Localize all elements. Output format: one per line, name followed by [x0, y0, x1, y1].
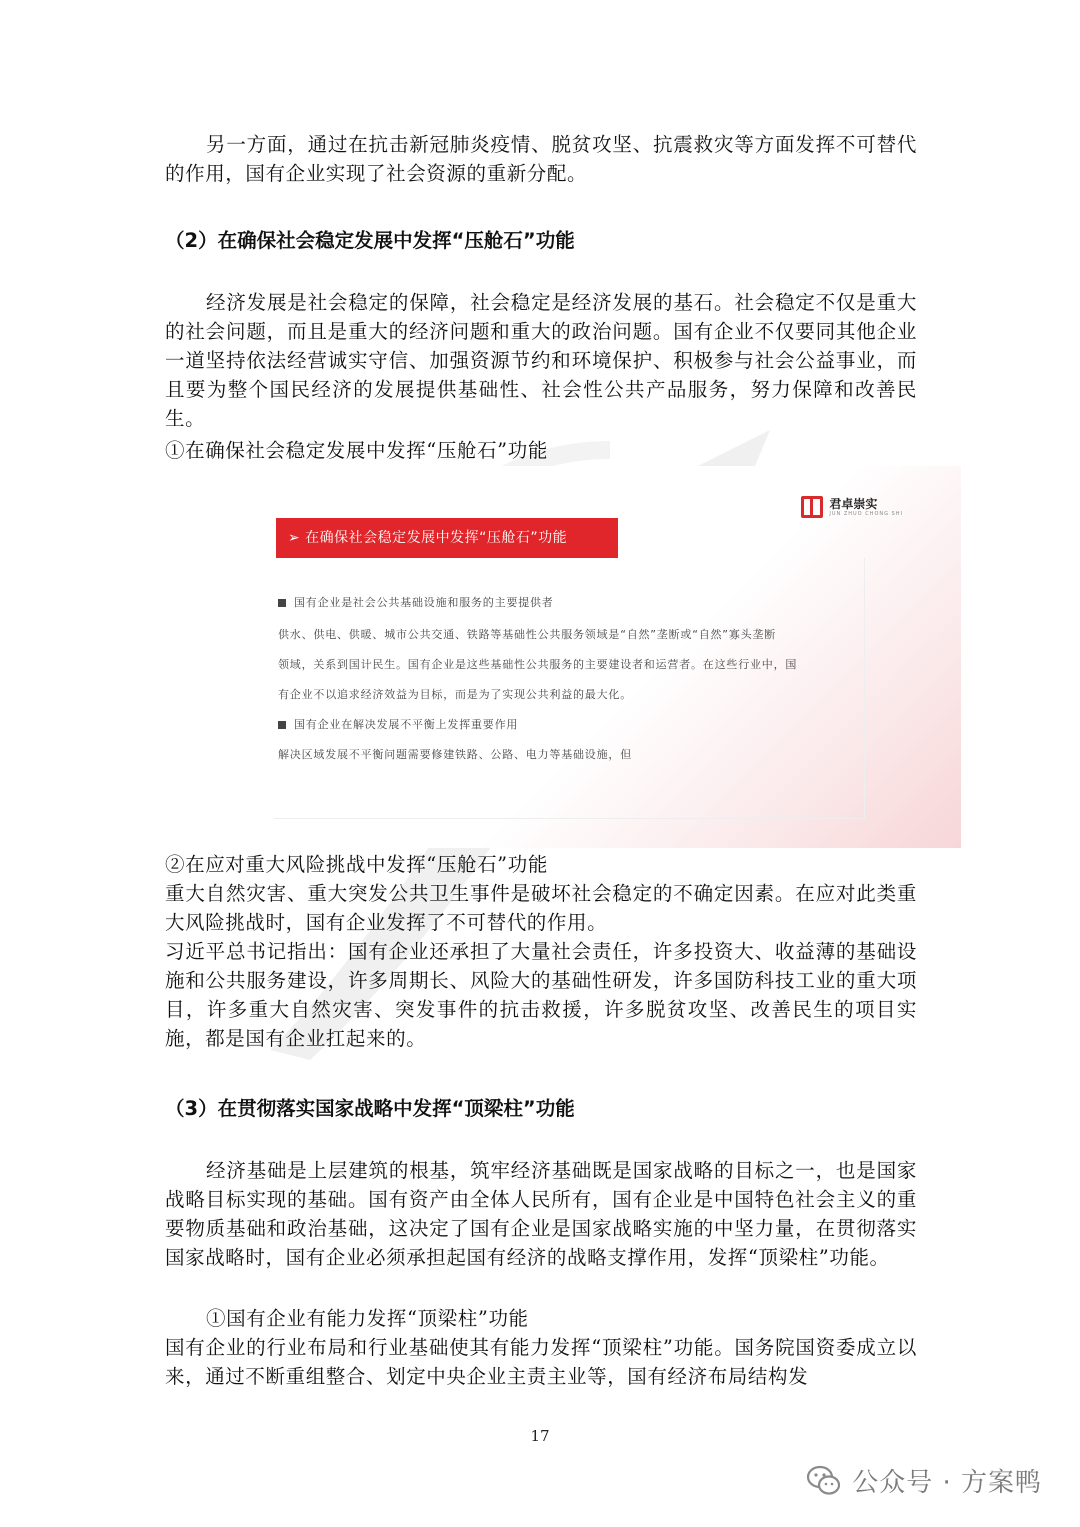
- subheading-1: ①在确保社会稳定发展中发挥“压舱石”功能: [165, 439, 548, 462]
- slide-title-bar: ➢ 在确保社会稳定发展中发挥“压舱石”功能: [276, 518, 618, 558]
- logo-subtext: JUN ZHUO CHONG SHI: [829, 510, 903, 517]
- paragraph-national-strategy: 经济基础是上层建筑的根基，筑牢经济基础既是国家战略的目标之一，也是国家战略目标实现的基础。国有资产由全体人民所有，国有企业是中国特色社会主义的重要物质基础和政治基础，这决定了国有企业是国家战略实施的中坚力量，在贯彻落实国家战略时，国有企业必须承担起国有经济的战略支撑作用，发挥“顶梁柱”功能。: [165, 1159, 917, 1269]
- embedded-slide-image: [266, 466, 961, 848]
- logo-mark-icon: [801, 496, 823, 518]
- paragraph-xi-quote: 习近平总书记指出：国有企业还承担了大量社会责任，许多投资大、收益薄的基础设施和公共服务建设，许多周期长、风险大的基础性研发，许多国防科技工业的重大项目，许多重大自然灾害、突发事件的抗击救援，许多脱贫攻坚、改善民生的项目实施，都是国有企业扛起来的。: [165, 940, 917, 1050]
- footer-text: 公众号 · 方案鸭: [852, 1468, 1042, 1498]
- paragraph-social-stability: 经济发展是社会稳定的保障，社会稳定是经济发展的基石。社会稳定不仅是重大的社会问题，而且是重大的经济问题和重大的政治问题。国有企业不仅要同其他企业一道坚持依法经营诚实守信、加强资源节约和环境保护、积极参与社会公益事业，而且要为整个国民经济的发展提供基础性、社会性公共产品服务，努力保障和改善民生。: [165, 291, 917, 430]
- slide-text-line: 供水、供电、供暖、城市公共交通、铁路等基础性公共服务领域是“自然”垄断或“自然”寡头垄断: [278, 628, 776, 641]
- section-heading-2: （2）在确保社会稳定发展中发挥“压舱石”功能: [165, 229, 575, 252]
- paragraph-industry-layout: 国有企业的行业布局和行业基础使其有能力发挥“顶梁柱”功能。国务院国资委成立以来，通过不断重组整合、划定中央企业主责主业等，国有经济布局结构发: [165, 1336, 917, 1388]
- paragraph-risk-challenges: 重大自然灾害、重大突发公共卫生事件是破坏社会稳定的不确定因素。在应对此类重大风险挑战时，国有企业发挥了不可替代的作用。: [165, 882, 917, 934]
- subheading-2: ②在应对重大风险挑战中发挥“压舱石”功能: [165, 853, 548, 876]
- square-bullet-icon: [278, 599, 286, 607]
- footer-watermark: [806, 1462, 1042, 1499]
- subheading-3: ①国有企业有能力发挥“顶梁柱”功能: [206, 1307, 529, 1330]
- section-heading-3: （3）在贯彻落实国家战略中发挥“顶梁柱”功能: [165, 1097, 575, 1120]
- slide-bullet-line: 国有企业是社会公共基础设施和服务的主要提供者: [278, 594, 554, 610]
- slide-text-line: 有企业不以追求经济效益为目标，而是为了实现公共利益的最大化。: [278, 688, 632, 701]
- paragraph-resource-redistribution: 另一方面，通过在抗击新冠肺炎疫情、脱贫攻坚、抗震救灾等方面发挥不可替代的作用，国有企业实现了社会资源的重新分配。: [165, 133, 917, 185]
- square-bullet-icon: [278, 721, 286, 729]
- slide-logo: [801, 496, 903, 518]
- slide-text-line: 解决区域发展不平衡问题需要修建铁路、公路、电力等基础设施，但: [278, 748, 632, 761]
- slide-text-line: 领域，关系到国计民生。国有企业是这些基础性公共服务的主要建设者和运营者。在这些行业中，国: [278, 658, 798, 671]
- page-number: 17: [530, 1427, 550, 1445]
- wechat-icon: [806, 1465, 842, 1497]
- logo-text: 君卓崇实: [829, 496, 878, 511]
- slide-bullet-line: 国有企业在解决发展不平衡上发挥重要作用: [278, 716, 518, 732]
